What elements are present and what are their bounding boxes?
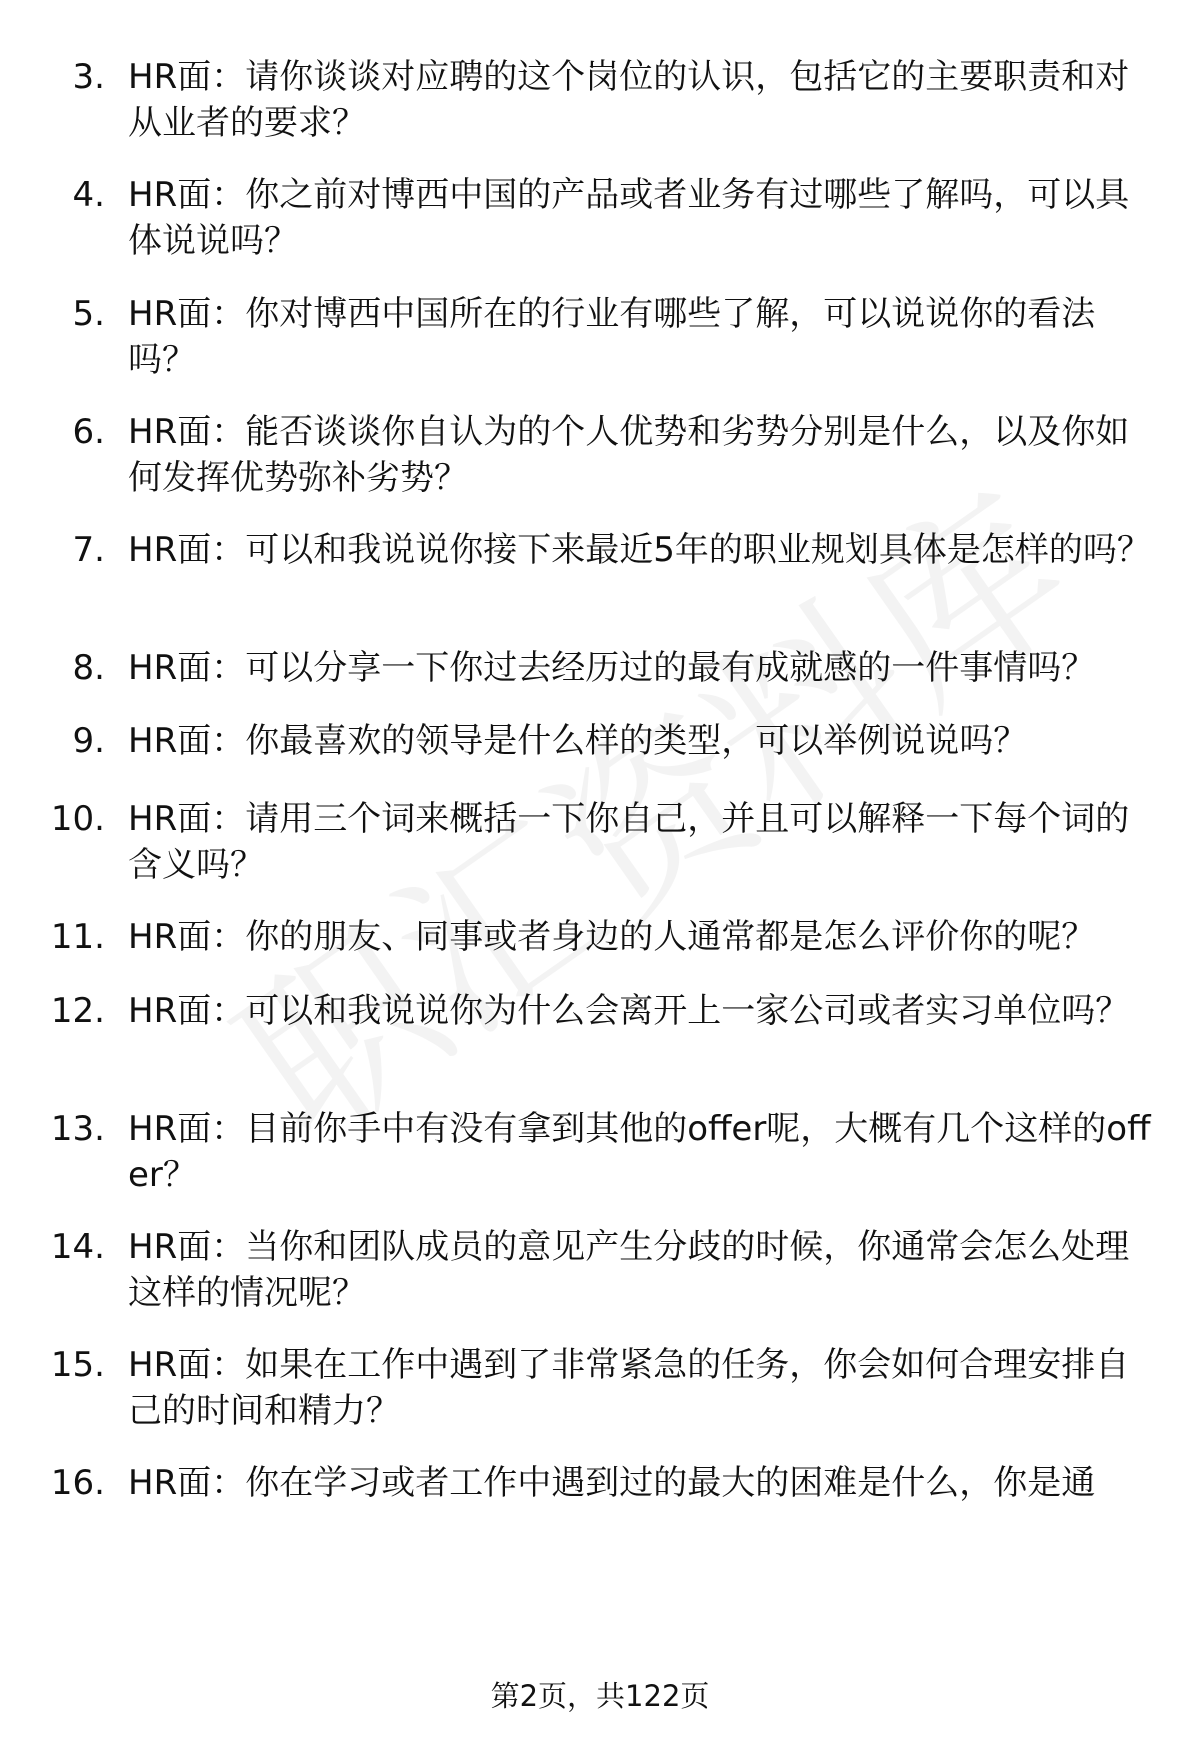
question-number: 16. xyxy=(50,1463,105,1503)
question-number: 3. xyxy=(72,57,105,97)
question-number: 5. xyxy=(72,294,105,334)
question-number: 7. xyxy=(72,530,105,570)
question-text: HR面：你最喜欢的领导是什么样的类型，可以举例说说吗？ xyxy=(128,721,1028,761)
question-number: 13. xyxy=(50,1109,105,1149)
question-number: 15. xyxy=(50,1345,105,1385)
question-text: HR面：能否谈谈你自认为的个人优势和劣势分别是什么，以及你如何发挥优势弥补劣势？ xyxy=(128,412,1130,498)
question-text: HR面：你对博西中国所在的行业有哪些了解，可以说说你的看法吗？ xyxy=(128,294,1096,380)
question-text: HR面：请你谈谈对应聘的这个岗位的认识，包括它的主要职责和对从业者的要求？ xyxy=(128,57,1130,143)
question-text: HR面：可以和我说说你为什么会离开上一家公司或者实习单位吗？ xyxy=(128,991,1130,1031)
question-number: 11. xyxy=(50,917,105,957)
question-text: HR面：可以和我说说你接下来最近5年的职业规划具体是怎样的吗？ xyxy=(128,530,1151,570)
question-number: 4. xyxy=(72,175,105,215)
question-text: HR面：当你和团队成员的意见产生分歧的时候，你通常会怎么处理这样的情况呢？ xyxy=(128,1227,1130,1313)
question-text: HR面：你在学习或者工作中遇到过的最大的困难是什么，你是通 xyxy=(128,1463,1096,1503)
question-text: HR面：请用三个词来概括一下你自己，并且可以解释一下每个词的含义吗？ xyxy=(128,799,1130,885)
question-number: 14. xyxy=(50,1227,105,1267)
question-text: HR面：你之前对博西中国的产品或者业务有过哪些了解吗，可以具体说说吗？ xyxy=(128,175,1130,261)
question-number: 10. xyxy=(50,799,105,839)
question-text: HR面：你的朋友、同事或者身边的人通常都是怎么评价你的呢？ xyxy=(128,917,1096,957)
page-footer: 第2页，共122页 xyxy=(490,1679,710,1713)
question-text: HR面：目前你手中有没有拿到其他的offer呢，大概有几个这样的offer？ xyxy=(128,1109,1151,1195)
question-number: 6. xyxy=(72,412,105,452)
question-text: HR面：如果在工作中遇到了非常紧急的任务，你会如何合理安排自己的时间和精力？ xyxy=(128,1345,1130,1431)
question-number: 12. xyxy=(50,991,105,1031)
question-number: 9. xyxy=(72,721,105,761)
question-text: HR面：可以分享一下你过去经历过的最有成就感的一件事情吗？ xyxy=(128,648,1096,688)
question-number: 8. xyxy=(72,648,105,688)
